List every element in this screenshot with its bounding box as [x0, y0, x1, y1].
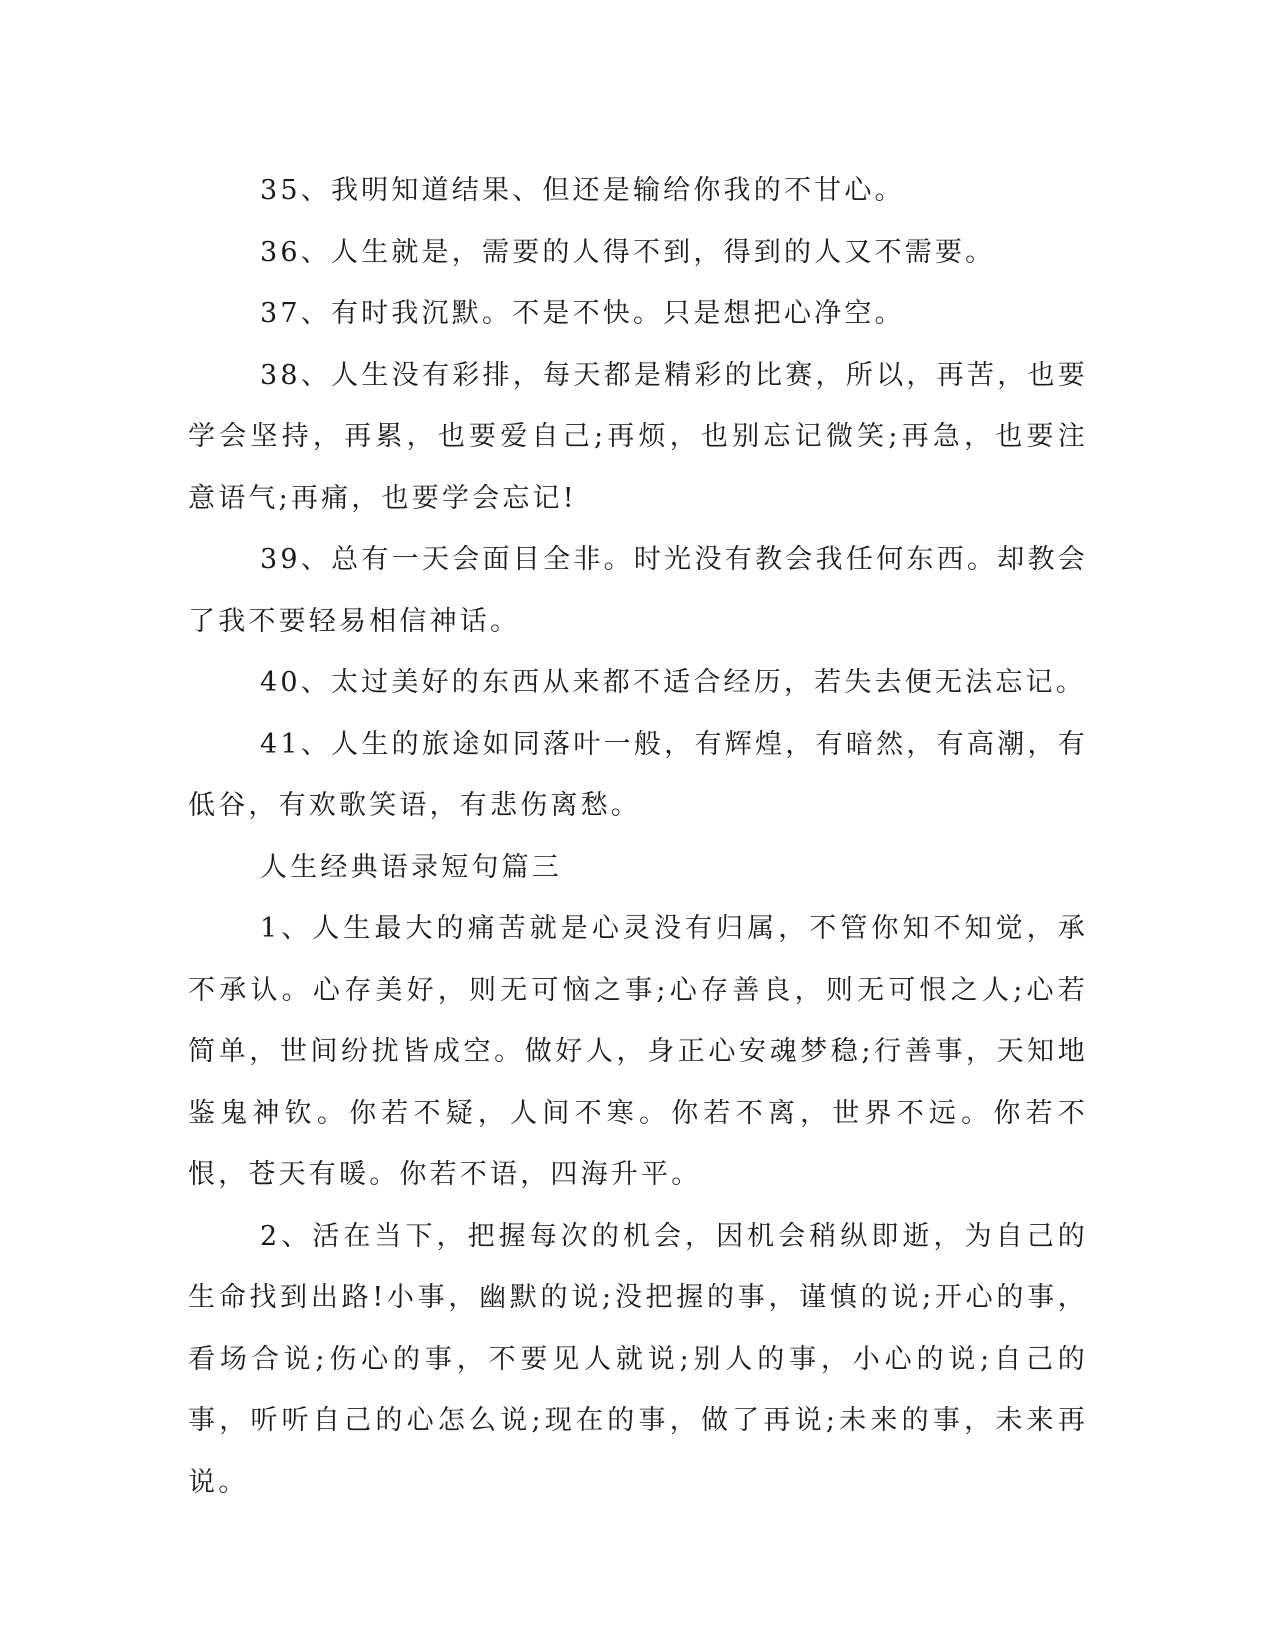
quote-paragraph-35: 35、我明知道结果、但还是输给你我的不甘心。 — [260, 175, 905, 206]
quote-paragraph-36: 36、人生就是，需要的人得不到，得到的人又不需要。 — [260, 236, 996, 268]
quote-paragraph-39: 39、总有一天会面目全非。时光没有教会我任何东西。却教会了我不要轻易相信神话。 — [188, 544, 1088, 637]
quote-paragraph-41: 41、人生的旅途如同落叶一般，有辉煌，有暗然，有高潮，有低谷，有欢歌笑语，有悲伤离愁。 — [188, 728, 1088, 821]
quote-paragraph-38: 38、人生没有彩排，每天都是精彩的比赛，所以，再苦，也要学会坚持，再累，也要爱自己;再烦，也别忘记微笑;再急，也要注意语气;再痛，也要学会忘记! — [188, 359, 1088, 514]
section-paragraph-1: 1、人生最大的痛苦就是心灵没有归属，不管你知不知觉，承不承认。心存美好，则无可恼之事;心存善良，则无可恨之人;心若简单，世间纷扰皆成空。做好人，身正心安魂梦稳;行善事，天知地鉴鬼神钦。你若不疑，人间不寒。你若不离，世界不远。你若不恨，苍天有暖。你若不语，四海升平。 — [188, 913, 1088, 1190]
quote-paragraph-37: 37、有时我沉默。不是不快。只是想把心净空。 — [260, 298, 905, 329]
section-paragraph-2: 2、活在当下，把握每次的机会，因机会稍纵即逝，为自己的生命找到出路!小事，幽默的说;没把握的事，谨慎的说;开心的事，看场合说;伤心的事，不要见人就说;别人的事，小心的说;自己的事，听听自己的心怎么说;现在的事，做了再说;未来的事，未来再说。 — [188, 1220, 1088, 1498]
document-body — [188, 160, 1088, 1513]
section-heading: 人生经典语录短句篇三 — [260, 851, 562, 883]
quote-paragraph-40: 40、太过美好的东西从来都不适合经历，若失去便无法忘记。 — [260, 667, 1086, 698]
